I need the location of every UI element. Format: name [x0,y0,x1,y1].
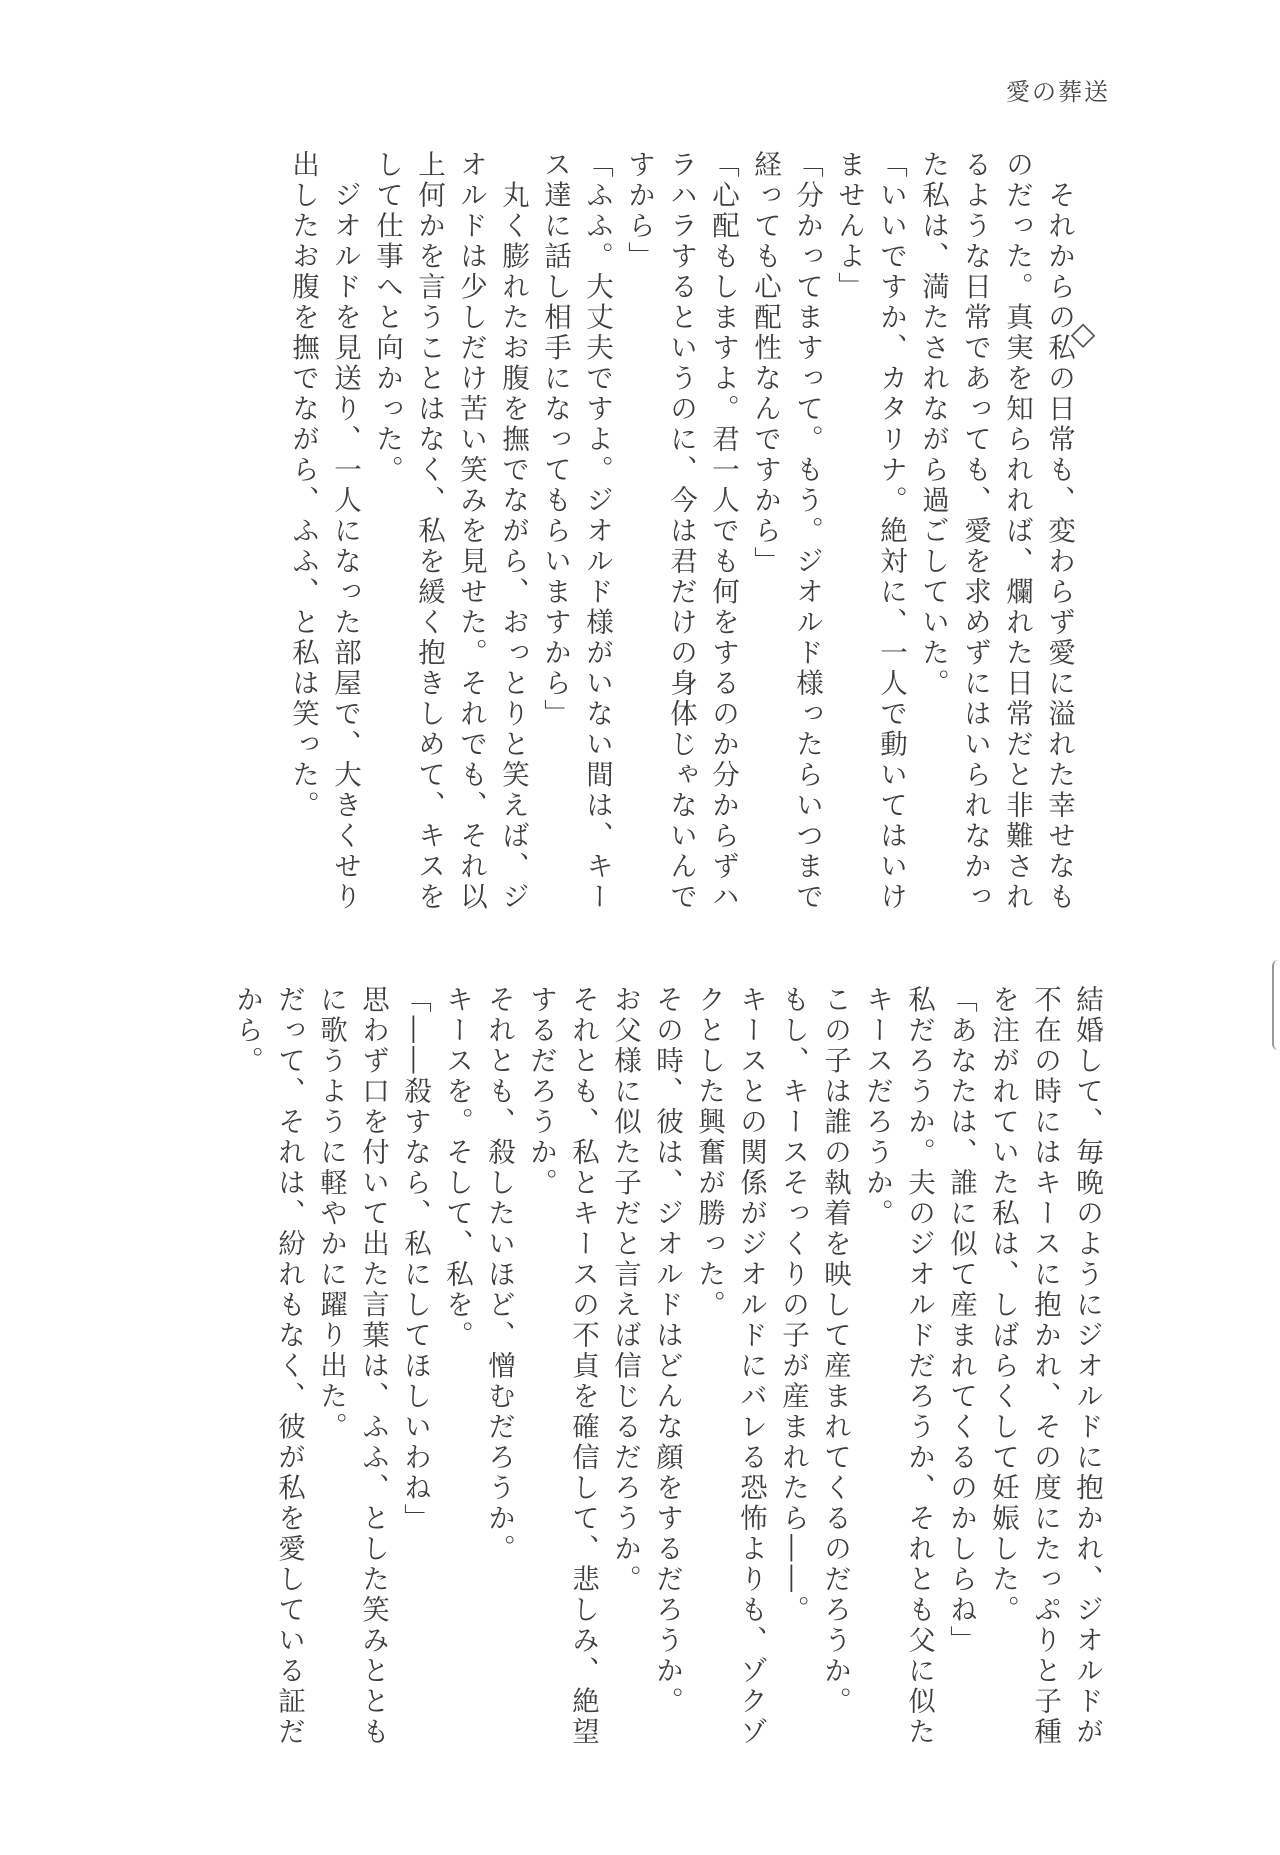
paragraph: キースとの関係がジオルドにバレる恐怖よりも、ゾクゾクとした興奮が勝った。 [693,985,767,1748]
paragraph: お父様に似た子だと言えば信じるだろうか。 [609,985,641,1595]
running-head: 愛の葬送 [1006,78,1110,106]
section-divider-icon: ◇ [1070,314,1096,352]
dialogue-line: 「分かってますって。もう。ジオルド様ったらいつまで経っても心配性なんですから」 [749,150,823,913]
paragraph: その時、彼は、ジオルドはどんな顔をするだろうか。 [651,985,683,1717]
paragraph: 思わず口を付いて出た言葉は、ふふ、とした笑みとともに歌うように軽やかに躍り出た。 [315,985,389,1748]
paragraph: それとも、私とキースの不貞を確信して、悲しみ、絶望するだろうか。 [525,985,599,1748]
page-edge-mark [1272,960,1280,1050]
paragraph: この子は誰の執着を映して産まれてくるのだろうか。 [819,985,851,1717]
paragraph: 私だろうか。夫のジオルドだろうか、それとも父に似たキースだろうか。 [861,985,935,1748]
paragraph: それとも、殺したいほど、憎むだろうか。 [483,985,515,1565]
paragraph: だって、それは、紛れもなく、彼が私を愛している証だから。 [231,985,305,1748]
dialogue-line: 「――殺すなら、私にしてほしいわね」 [399,985,431,1534]
dialogue-line: 「ふふ。大丈夫ですよ。ジオルド様がいない間は、キース達に話し相手になってもらいますから」 [539,150,613,913]
top-text-block [175,150,1080,930]
paragraph: もし、キースそっくりの子が産まれたら――。 [777,985,809,1626]
dialogue-line: 「いいですか、カタリナ。絶対に、一人で動いてはいけませんよ」 [833,150,907,913]
dialogue-line: 「心配もしますよ。君一人でも何をするのか分からずハラハラするというのに、今は君だけの身体じゃないんですから」 [623,150,739,913]
paragraph: ジオルドを見送り、一人になった部屋で、大きくせり出したお腹を撫でながら、ふふ、と私は笑った。 [287,150,361,913]
paragraph: 丸く膨れたお腹を撫でながら、おっとりと笑えば、ジオルドは少しだけ苦い笑みを見せた。それでも、それ以上何かを言うことはなく、私を緩く抱きしめて、キスをして仕事へと向かった。 [371,150,529,913]
paragraph: 結婚して、毎晩のようにジオルドに抱かれ、ジオルドが不在の時にはキースに抱かれ、その度にたっぷりと子種を注がれていた私は、しばらくして妊娠した。 [987,985,1103,1748]
paragraph: それからの私の日常も、変わらず愛に溢れた幸せなものだった。真実を知られれば、爛れた日常だと非難されるような日常であっても、愛を求めずにはいられなかった私は、満たされながら過ごしていた。 [917,150,1075,913]
dialogue-line: 「あなたは、誰に似て産まれてくるのかしらね」 [945,985,977,1656]
bottom-text-block [133,985,1108,1765]
paragraph: キースを。そして、私を。 [441,985,473,1351]
